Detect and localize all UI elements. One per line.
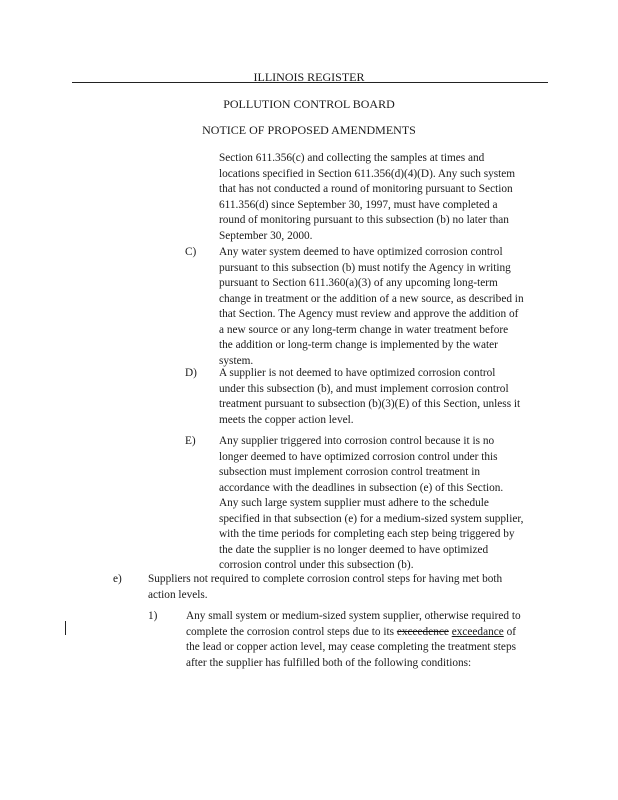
item-d-paragraph	[219, 366, 549, 428]
text-line: Any supplier triggered into corrosion control because it is no	[219, 435, 495, 447]
text-line: September 30, 2000.	[219, 229, 313, 242]
text-line: longer deemed to have optimized corrosion control under this	[219, 450, 498, 463]
item-e-paragraph	[219, 434, 554, 574]
revision-change-bar	[65, 621, 66, 635]
text-line: subsection must implement corrosion control treatment in	[219, 466, 481, 478]
deleted-text: exceedence	[396, 625, 449, 638]
text-line: action levels.	[148, 588, 208, 601]
text-line: a new source or any long-term change in water treatment before	[219, 323, 509, 336]
text-line: Suppliers not required to complete corrosion control steps for having met both	[148, 573, 503, 585]
item-1-label: 1)	[148, 610, 158, 622]
text-line: treatment pursuant to subsection (b)(3)(E) of this Section, unless it	[219, 398, 521, 410]
text-line-with-revision	[186, 625, 556, 641]
text-line: specified in that subsection (e) for a medium-sized system supplier,	[219, 512, 524, 525]
item-c-paragraph	[219, 245, 549, 369]
item-1-paragraph	[186, 609, 556, 671]
text-segment: of	[503, 625, 517, 638]
notice-title: NOTICE OF PROPOSED AMENDMENTS	[202, 123, 416, 137]
text-line: pursuant to Section 611.360(a)(3) of any upcoming long-term	[219, 277, 498, 289]
item-d-label: D)	[185, 367, 197, 379]
text-line: meets the copper action level.	[219, 413, 354, 426]
text-line: corrosion control under this subsection (b).	[219, 559, 414, 571]
text-line: under this subsection (b), and must implement corrosion control	[219, 382, 509, 395]
text-line: 611.356(d) since September 30, 1997, must have completed a	[219, 198, 498, 211]
header-rule	[72, 82, 548, 83]
text-line: that Section. The Agency must review and approve the addition of	[219, 308, 519, 320]
text-line: that has not conducted a round of monitoring pursuant to Section	[219, 183, 513, 195]
item-c-label: C)	[185, 246, 197, 258]
text-line: Any such large system supplier must adhere to the schedule	[219, 497, 489, 509]
text-line: Any small system or medium-sized system supplier, otherwise required to	[186, 610, 521, 622]
text-line: the lead or copper action level, may cease completing the treatment steps	[186, 641, 516, 653]
section-e-heading	[148, 572, 548, 603]
text-line: Any water system deemed to have optimized corrosion control	[219, 246, 503, 258]
text-line: the addition or long-term change is implemented by the water	[219, 339, 498, 351]
text-line: locations specified in Section 611.356(d)(4)(D). Any such system	[219, 167, 516, 180]
register-header: ILLINOIS REGISTER	[253, 70, 365, 84]
text-line: A supplier is not deemed to have optimized corrosion control	[219, 367, 496, 379]
section-e-label: e)	[113, 573, 122, 585]
text-line: the date the supplier is no longer deemed to have optimized	[219, 543, 489, 556]
text-line: after the supplier has fulfilled both of the following conditions:	[186, 656, 472, 669]
board-name: POLLUTION CONTROL BOARD	[223, 97, 395, 111]
text-line: pursuant to this subsection (b) must notify the Agency in writing	[219, 261, 511, 274]
text-line: round of monitoring pursuant to this subsection (b) no later than	[219, 214, 509, 226]
text-segment: complete the corrosion control steps due to its	[186, 625, 397, 638]
text-line: system.	[219, 354, 254, 367]
inserted-text: exceedance	[451, 625, 504, 638]
text-line: change in treatment or the addition of a new source, as described in	[219, 292, 524, 305]
text-line: Section 611.356(c) and collecting the samples at times and	[219, 152, 485, 164]
text-line: with the time periods for completing each step being triggered by	[219, 528, 515, 540]
continuation-paragraph	[219, 151, 549, 244]
item-e-label: E)	[185, 435, 196, 447]
text-line: accordance with the deadlines in subsection (e) of this Section.	[219, 481, 504, 494]
